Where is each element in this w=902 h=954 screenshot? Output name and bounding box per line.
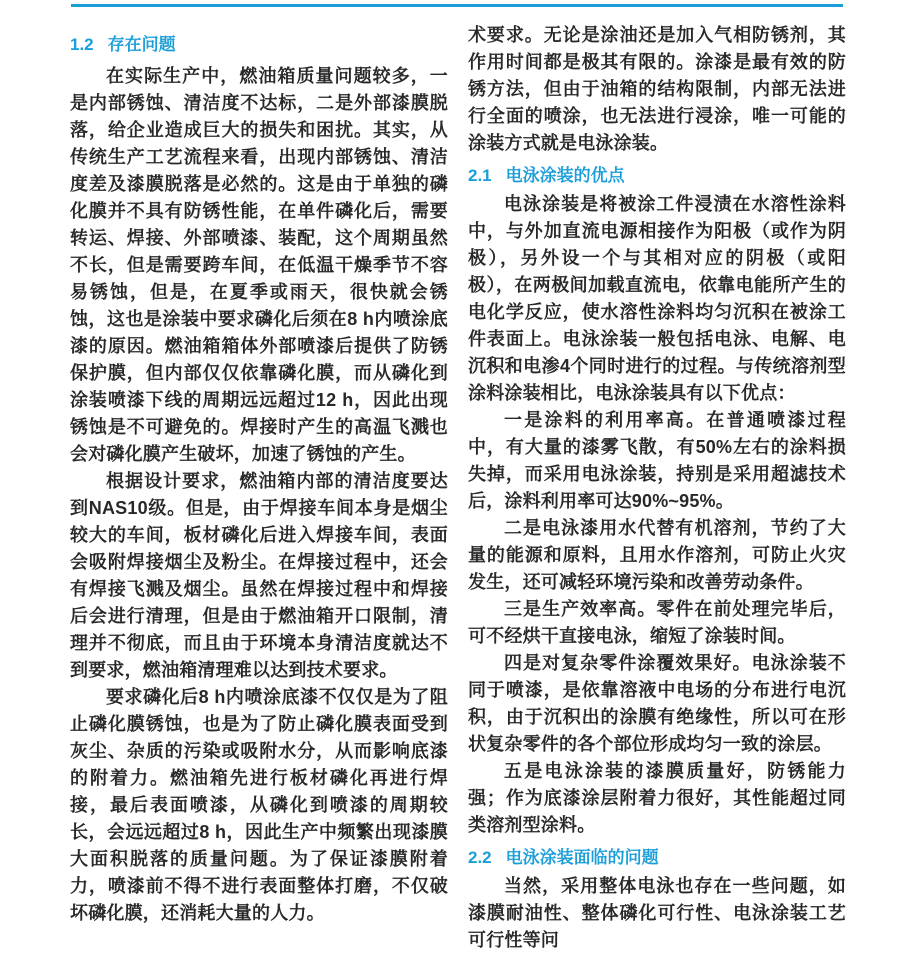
section-number: 2.1 <box>468 166 492 185</box>
paragraph: 电泳涂装是将被涂工件浸渍在水溶性涂料中，与外加直流电源相接作为阳极（或作为阴极），另外设一个与其相对应的阴极（或阳极），在两极间加载直流电，依靠电能所产生的电化学反应，使水溶性涂料均匀沉积在被涂工件表面上。电泳涂装一般包括电泳、电解、电沉积和电渗4个同时进行的过程。与传统溶剂型涂料涂装相比，电泳涂装具有以下优点： <box>468 194 846 403</box>
two-column-layout <box>70 22 846 954</box>
section-title: 存在问题 <box>107 35 176 54</box>
continuation-paragraph: 术要求。无论是涂油还是加入气相防锈剂，其作用时间都是极其有限的。涂漆是最有效的防锈方法，但由于油箱的结构限制，内部无法进行全面的喷涂，也无法进行浸涂，唯一可能的涂装方式就是电泳涂装。 <box>468 25 846 153</box>
section-heading-1-2 <box>70 32 448 57</box>
paragraph: 根据设计要求，燃油箱内部的清洁度要达到NAS10级。但是，由于焊接车间本身是烟尘较大的车间，板材磷化后进入焊接车间，表面会吸附焊接烟尘及粉尘。在焊接过程中，还会有焊接飞溅及烟尘。虽然在焊接过程中和焊接后会进行清理，但是由于燃油箱开口限制，清理并不彻底，而且由于环境本身清洁度就达不到要求，燃油箱清理难以达到技术要求。 <box>70 471 448 680</box>
section-number: 1.2 <box>70 35 94 54</box>
section-title: 电泳涂装的优点 <box>505 166 625 185</box>
paragraph: 在实际生产中，燃油箱质量问题较多，一是内部锈蚀、清洁度不达标，二是外部漆膜脱落，给企业造成巨大的损失和困扰。其实，从传统生产工艺流程来看，出现内部锈蚀、清洁度差及漆膜脱落是必然的。这是由于单独的磷化膜并不具有防锈性能，在单件磷化后，需要转运、焊接、外部喷漆、装配，这个周期虽然不长，但是需要跨车间，在低温干燥季节不容易锈蚀，但是，在夏季或雨天，很快就会锈蚀，这也是涂装中要求磷化后须在8 h内喷涂底漆的原因。燃油箱箱体外部喷漆后提供了防锈保护膜，但内部仅仅依靠磷化膜，而从磷化到涂装喷漆下线的周期远远超过12 h，因此出现锈蚀是不可避免的。焊接时产生的高温飞溅也会对磷化膜产生破坏，加速了锈蚀的产生。 <box>70 66 448 464</box>
section-heading-2-1 <box>468 163 846 188</box>
section-title: 电泳涂装面临的问题 <box>505 848 659 867</box>
paragraph: 五是电泳涂装的漆膜质量好，防锈能力强；作为底漆涂层附着力很好，其性能超过同类溶剂型涂料。 <box>468 761 846 835</box>
paragraph: 当然，采用整体电泳也存在一些问题，如漆膜耐油性、整体磷化可行性、电泳涂装工艺可行性等问 <box>468 876 846 950</box>
paragraph: 三是生产效率高。零件在前处理完毕后，可不经烘干直接电泳，缩短了涂装时间。 <box>468 599 846 646</box>
paragraph: 二是电泳漆用水代替有机溶剂，节约了大量的能源和原料，且用水作溶剂，可防止火灾发生，还可减轻环境污染和改善劳动条件。 <box>468 518 846 592</box>
paragraph: 要求磷化后8 h内喷涂底漆不仅仅是为了阻止磷化膜锈蚀，也是为了防止磷化膜表面受到灰尘、杂质的污染或吸附水分，从而影响底漆的附着力。燃油箱先进行板材磷化再进行焊接，最后表面喷漆，从磷化到喷漆的周期较长，会远远超过8 h，因此生产中频繁出现漆膜大面积脱落的质量问题。为了保证漆膜附着力，喷漆前不得不进行表面整体打磨，不仅破坏磷化膜，还消耗大量的人力。 <box>70 687 448 923</box>
section-number: 2.2 <box>468 848 492 867</box>
paragraph: 一是涂料的利用率高。在普通喷漆过程中，有大量的漆雾飞散，有50%左右的涂料损失掉，而采用电泳涂装，持别是采用超滤技术后，涂料利用率可达90%~95%。 <box>468 410 846 511</box>
left-column <box>70 22 448 954</box>
right-column <box>468 22 846 954</box>
paragraph: 四是对复杂零件涂覆效果好。电泳涂装不同于喷漆，是依靠溶液中电场的分布进行电沉积，由于沉积出的涂膜有绝缘性，所以可在形状复杂零件的各个部位形成均匀一致的涂层。 <box>468 653 846 754</box>
top-rule-divider <box>71 4 843 7</box>
section-heading-2-2 <box>468 845 846 870</box>
